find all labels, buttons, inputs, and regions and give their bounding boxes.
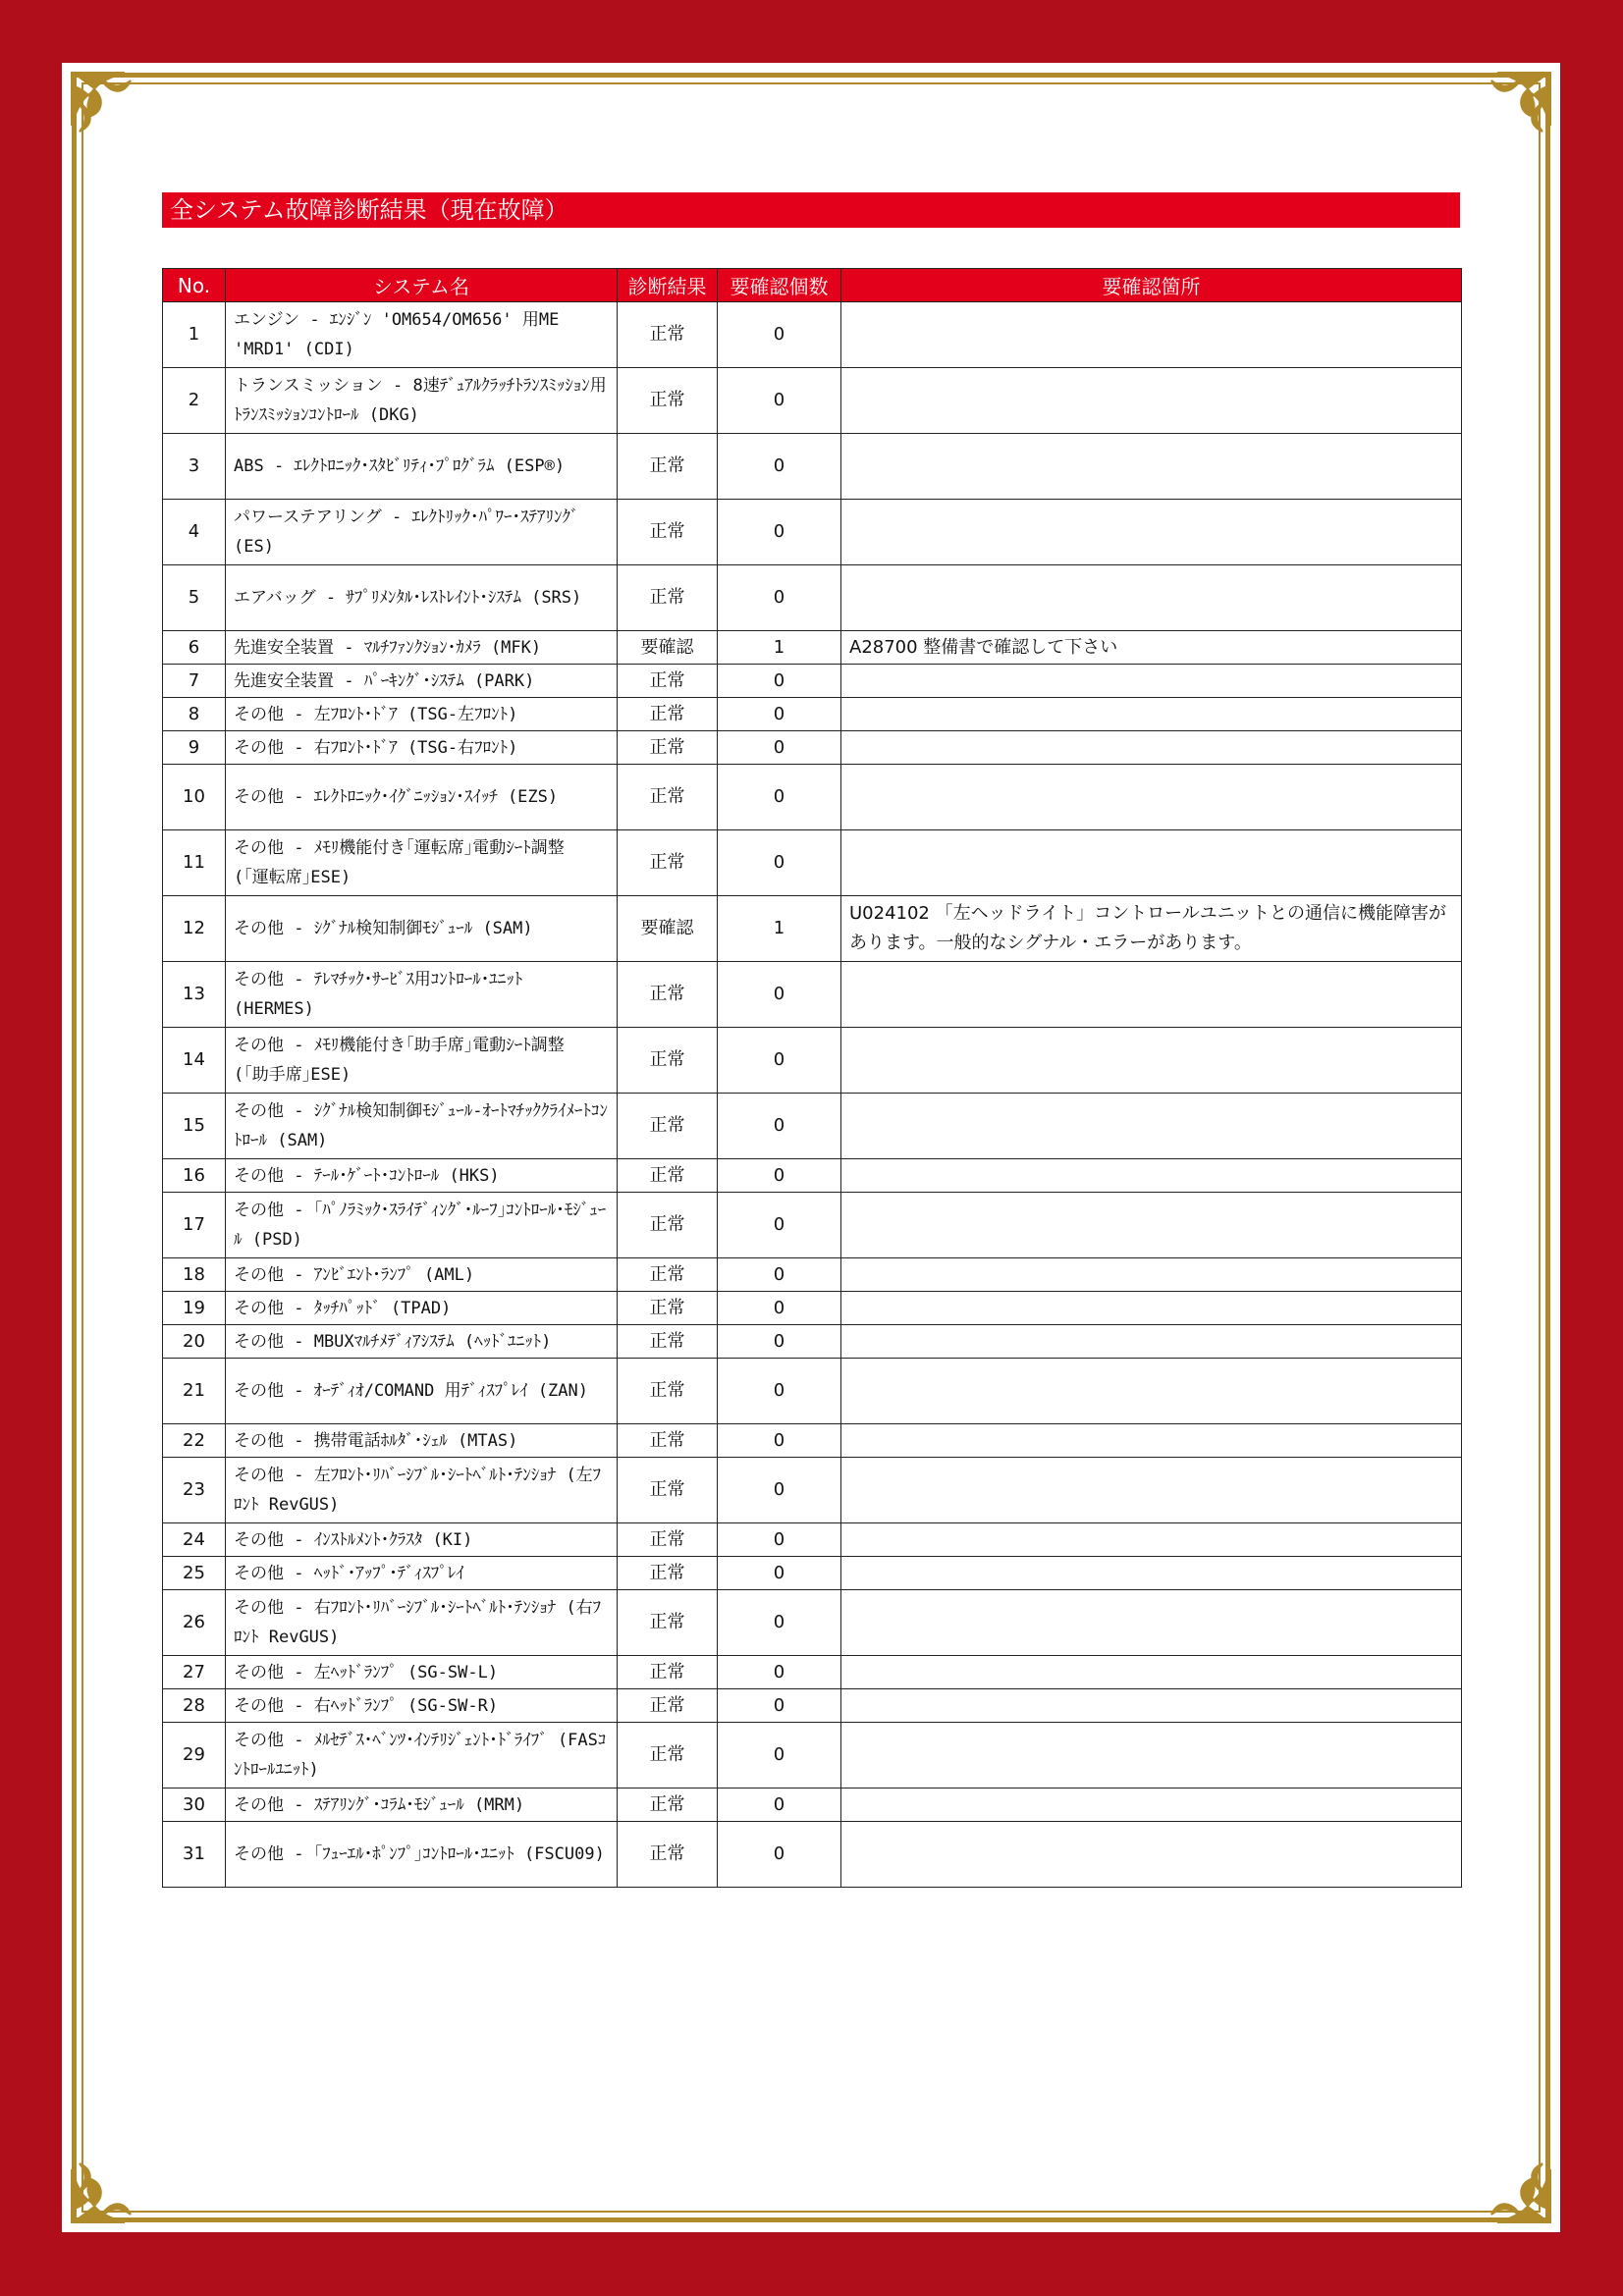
system-name: その他 - ｼｸﾞﾅﾙ検知制御ﾓｼﾞｭｰﾙ (SAM)	[226, 896, 618, 962]
check-count: 0	[718, 765, 841, 830]
row-number: 10	[163, 765, 226, 830]
row-number: 9	[163, 731, 226, 765]
system-name: その他 - ｲﾝｽﾄﾙﾒﾝﾄ･ｸﾗｽﾀ (KI)	[226, 1523, 618, 1557]
check-location	[841, 565, 1462, 631]
table-row	[163, 1159, 1462, 1193]
diagnosis-result: 正常	[618, 1028, 718, 1094]
diagnosis-result: 正常	[618, 1193, 718, 1258]
system-name: その他 - 右ﾌﾛﾝﾄ･ﾘﾊﾞｰｼﾌﾞﾙ･ｼｰﾄﾍﾞﾙﾄ･ﾃﾝｼｮﾅ (右ﾌﾛﾝﾄ RevGUS)	[226, 1590, 618, 1656]
table-row	[163, 434, 1462, 500]
column-header-system-name: システム名	[226, 269, 618, 302]
check-count: 0	[718, 1689, 841, 1723]
diagnosis-result: 正常	[618, 1292, 718, 1325]
system-name: パワーステアリング - ｴﾚｸﾄﾘｯｸ･ﾊﾟﾜｰ･ｽﾃｱﾘﾝｸﾞ (ES)	[226, 500, 618, 565]
system-name: エアバッグ - ｻﾌﾟﾘﾒﾝﾀﾙ･ﾚｽﾄﾚｲﾝﾄ･ｼｽﾃﾑ (SRS)	[226, 565, 618, 631]
table-row	[163, 1590, 1462, 1656]
check-location	[841, 1458, 1462, 1523]
row-number: 3	[163, 434, 226, 500]
row-number: 28	[163, 1689, 226, 1723]
table-row	[163, 698, 1462, 731]
diagnosis-result: 正常	[618, 434, 718, 500]
diagnosis-result: 正常	[618, 1689, 718, 1723]
table-row	[163, 665, 1462, 698]
check-count: 0	[718, 1822, 841, 1888]
check-count: 0	[718, 665, 841, 698]
check-count: 0	[718, 1656, 841, 1689]
check-location	[841, 500, 1462, 565]
row-number: 20	[163, 1325, 226, 1359]
diagnosis-result: 要確認	[618, 631, 718, 665]
system-name: その他 - 携帯電話ﾎﾙﾀﾞ･ｼｪﾙ (MTAS)	[226, 1424, 618, 1458]
diagnosis-result: 正常	[618, 302, 718, 368]
system-name: その他 - ﾒﾙｾﾃﾞｽ･ﾍﾞﾝﾂ･ｲﾝﾃﾘｼﾞｪﾝﾄ･ﾄﾞﾗｲﾌﾞ (FASｺﾝﾄﾛｰﾙﾕﾆｯﾄ)	[226, 1723, 618, 1789]
table-row	[163, 1557, 1462, 1590]
table-row	[163, 1292, 1462, 1325]
diagnosis-result: 正常	[618, 962, 718, 1028]
table-row	[163, 1325, 1462, 1359]
check-count: 0	[718, 731, 841, 765]
system-name: その他 - ｱﾝﾋﾞｴﾝﾄ･ﾗﾝﾌﾟ (AML)	[226, 1258, 618, 1292]
diagnosis-result: 正常	[618, 1424, 718, 1458]
table-row	[163, 1258, 1462, 1292]
table-row	[163, 1094, 1462, 1159]
row-number: 6	[163, 631, 226, 665]
check-count: 0	[718, 1325, 841, 1359]
diagnosis-result: 正常	[618, 1590, 718, 1656]
diagnosis-result: 正常	[618, 1159, 718, 1193]
row-number: 17	[163, 1193, 226, 1258]
corner-ornament-icon	[1466, 67, 1556, 157]
system-name: その他 - ｢ﾌｭｰｴﾙ･ﾎﾟﾝﾌﾟ｣ｺﾝﾄﾛｰﾙ･ﾕﾆｯﾄ (FSCU09)	[226, 1822, 618, 1888]
diagnosis-result: 正常	[618, 1258, 718, 1292]
row-number: 8	[163, 698, 226, 731]
diagnosis-table	[162, 268, 1462, 1888]
system-name: その他 - ﾀｯﾁﾊﾟｯﾄﾞ (TPAD)	[226, 1292, 618, 1325]
check-location	[841, 830, 1462, 896]
table-row	[163, 1193, 1462, 1258]
row-number: 7	[163, 665, 226, 698]
check-location	[841, 1292, 1462, 1325]
system-name: その他 - 左ﾌﾛﾝﾄ･ﾄﾞｱ (TSG-左ﾌﾛﾝﾄ)	[226, 698, 618, 731]
check-location	[841, 1523, 1462, 1557]
check-location	[841, 1159, 1462, 1193]
column-header-count: 要確認個数	[718, 269, 841, 302]
table-header-row	[163, 269, 1462, 302]
table-row	[163, 830, 1462, 896]
check-location	[841, 302, 1462, 368]
table-row	[163, 1458, 1462, 1523]
system-name: エンジン - ｴﾝｼﾞﾝ 'OM654/OM656' 用ME 'MRD1' (CDI)	[226, 302, 618, 368]
row-number: 16	[163, 1159, 226, 1193]
diagnosis-result: 正常	[618, 1789, 718, 1822]
check-location	[841, 1723, 1462, 1789]
row-number: 21	[163, 1359, 226, 1424]
check-count: 0	[718, 1159, 841, 1193]
diagnosis-result: 正常	[618, 1557, 718, 1590]
check-location	[841, 731, 1462, 765]
check-location: U024102 「左ヘッドライト」コントロールユニットとの通信に機能障害があります。一般的なシグナル・エラーがあります。	[841, 896, 1462, 962]
row-number: 1	[163, 302, 226, 368]
check-location	[841, 1590, 1462, 1656]
table-body	[163, 302, 1462, 1888]
row-number: 22	[163, 1424, 226, 1458]
check-location	[841, 1822, 1462, 1888]
system-name: その他 - 右ﾌﾛﾝﾄ･ﾄﾞｱ (TSG-右ﾌﾛﾝﾄ)	[226, 731, 618, 765]
table-row	[163, 962, 1462, 1028]
diagnosis-result: 正常	[618, 731, 718, 765]
check-count: 0	[718, 1458, 841, 1523]
check-count: 0	[718, 1292, 841, 1325]
system-name: その他 - 右ﾍｯﾄﾞﾗﾝﾌﾟ (SG-SW-R)	[226, 1689, 618, 1723]
diagnosis-result: 正常	[618, 1359, 718, 1424]
table-row	[163, 631, 1462, 665]
table-row	[163, 1723, 1462, 1789]
row-number: 26	[163, 1590, 226, 1656]
corner-ornament-icon	[66, 2138, 156, 2228]
check-location	[841, 1094, 1462, 1159]
check-location	[841, 698, 1462, 731]
check-location	[841, 665, 1462, 698]
check-location	[841, 434, 1462, 500]
row-number: 12	[163, 896, 226, 962]
check-location	[841, 1193, 1462, 1258]
column-header-no: No.	[163, 269, 226, 302]
table-row	[163, 1424, 1462, 1458]
check-count: 0	[718, 565, 841, 631]
corner-ornament-icon	[1466, 2138, 1556, 2228]
system-name: その他 - ﾒﾓﾘ機能付き｢助手席｣電動ｼｰﾄ調整 (｢助手席｣ESE)	[226, 1028, 618, 1094]
row-number: 13	[163, 962, 226, 1028]
diagnosis-result: 正常	[618, 698, 718, 731]
diagnosis-result: 正常	[618, 1325, 718, 1359]
table-row	[163, 302, 1462, 368]
check-count: 0	[718, 1789, 841, 1822]
check-count: 0	[718, 1590, 841, 1656]
table-row	[163, 896, 1462, 962]
row-number: 23	[163, 1458, 226, 1523]
check-count: 1	[718, 631, 841, 665]
row-number: 14	[163, 1028, 226, 1094]
check-location	[841, 765, 1462, 830]
diagnosis-result: 正常	[618, 830, 718, 896]
system-name: その他 - MBUXﾏﾙﾁﾒﾃﾞｨｱｼｽﾃﾑ (ﾍｯﾄﾞﾕﾆｯﾄ)	[226, 1325, 618, 1359]
table-row	[163, 500, 1462, 565]
check-location	[841, 1359, 1462, 1424]
check-location	[841, 1325, 1462, 1359]
check-location	[841, 1028, 1462, 1094]
system-name: その他 - ｼｸﾞﾅﾙ検知制御ﾓｼﾞｭｰﾙ-ｵｰﾄﾏﾁｯｸｸﾗｲﾒｰﾄｺﾝﾄﾛｰﾙ (SAM)	[226, 1094, 618, 1159]
row-number: 15	[163, 1094, 226, 1159]
row-number: 18	[163, 1258, 226, 1292]
check-count: 0	[718, 698, 841, 731]
system-name: その他 - ｢ﾊﾟﾉﾗﾐｯｸ･ｽﾗｲﾃﾞｨﾝｸﾞ･ﾙｰﾌ｣ｺﾝﾄﾛｰﾙ･ﾓｼﾞｭｰﾙ (PSD)	[226, 1193, 618, 1258]
table-row	[163, 565, 1462, 631]
check-location	[841, 1789, 1462, 1822]
system-name: その他 - ﾒﾓﾘ機能付き｢運転席｣電動ｼｰﾄ調整 (｢運転席｣ESE)	[226, 830, 618, 896]
check-location	[841, 1424, 1462, 1458]
diagnosis-result: 正常	[618, 765, 718, 830]
row-number: 11	[163, 830, 226, 896]
check-location	[841, 1656, 1462, 1689]
diagnosis-result: 要確認	[618, 896, 718, 962]
corner-ornament-icon	[66, 67, 156, 157]
check-count: 0	[718, 500, 841, 565]
check-count: 0	[718, 1028, 841, 1094]
check-count: 0	[718, 368, 841, 434]
check-location	[841, 962, 1462, 1028]
page-title: 全システム故障診断結果（現在故障）	[162, 192, 1460, 228]
check-count: 0	[718, 1094, 841, 1159]
row-number: 31	[163, 1822, 226, 1888]
row-number: 27	[163, 1656, 226, 1689]
check-count: 0	[718, 962, 841, 1028]
table-row	[163, 1689, 1462, 1723]
system-name: その他 - 左ﾍｯﾄﾞﾗﾝﾌﾟ (SG-SW-L)	[226, 1656, 618, 1689]
check-location	[841, 1258, 1462, 1292]
system-name: その他 - ｽﾃｱﾘﾝｸﾞ･ｺﾗﾑ･ﾓｼﾞｭｰﾙ (MRM)	[226, 1789, 618, 1822]
check-location	[841, 1689, 1462, 1723]
column-header-location: 要確認箇所	[841, 269, 1462, 302]
system-name: その他 - ﾃﾚﾏﾁｯｸ･ｻｰﾋﾞｽ用ｺﾝﾄﾛｰﾙ･ﾕﾆｯﾄ (HERMES)	[226, 962, 618, 1028]
row-number: 5	[163, 565, 226, 631]
diagnosis-result: 正常	[618, 565, 718, 631]
row-number: 2	[163, 368, 226, 434]
system-name: その他 - ﾍｯﾄﾞ･ｱｯﾌﾟ･ﾃﾞｨｽﾌﾟﾚｲ	[226, 1557, 618, 1590]
table-row	[163, 731, 1462, 765]
check-count: 1	[718, 896, 841, 962]
check-count: 0	[718, 1424, 841, 1458]
table-row	[163, 1789, 1462, 1822]
check-count: 0	[718, 1359, 841, 1424]
table-row	[163, 1656, 1462, 1689]
diagnosis-result: 正常	[618, 1656, 718, 1689]
diagnosis-result: 正常	[618, 1523, 718, 1557]
check-count: 0	[718, 1723, 841, 1789]
check-count: 0	[718, 1523, 841, 1557]
table-row	[163, 1359, 1462, 1424]
diagnosis-result: 正常	[618, 665, 718, 698]
diagnosis-result: 正常	[618, 1094, 718, 1159]
check-count: 0	[718, 1193, 841, 1258]
system-name: 先進安全装置 - ﾏﾙﾁﾌｧﾝｸｼｮﾝ･ｶﾒﾗ (MFK)	[226, 631, 618, 665]
row-number: 29	[163, 1723, 226, 1789]
row-number: 19	[163, 1292, 226, 1325]
check-location	[841, 1557, 1462, 1590]
diagnosis-result: 正常	[618, 500, 718, 565]
check-count: 0	[718, 830, 841, 896]
table-row	[163, 368, 1462, 434]
system-name: その他 - ｵｰﾃﾞｨｵ/COMAND 用ﾃﾞｨｽﾌﾟﾚｲ (ZAN)	[226, 1359, 618, 1424]
table-row	[163, 1028, 1462, 1094]
check-location: A28700 整備書で確認して下さい	[841, 631, 1462, 665]
row-number: 24	[163, 1523, 226, 1557]
row-number: 30	[163, 1789, 226, 1822]
row-number: 4	[163, 500, 226, 565]
check-count: 0	[718, 434, 841, 500]
row-number: 25	[163, 1557, 226, 1590]
diagnosis-result: 正常	[618, 1723, 718, 1789]
check-location	[841, 368, 1462, 434]
check-count: 0	[718, 302, 841, 368]
system-name: その他 - ﾃｰﾙ･ｹﾞｰﾄ･ｺﾝﾄﾛｰﾙ (HKS)	[226, 1159, 618, 1193]
column-header-result: 診断結果	[618, 269, 718, 302]
system-name: その他 - 左ﾌﾛﾝﾄ･ﾘﾊﾞｰｼﾌﾞﾙ･ｼｰﾄﾍﾞﾙﾄ･ﾃﾝｼｮﾅ (左ﾌﾛﾝﾄ RevGUS)	[226, 1458, 618, 1523]
system-name: トランスミッション - 8速ﾃﾞｭｱﾙｸﾗｯﾁﾄﾗﾝｽﾐｯｼｮﾝ用ﾄﾗﾝｽﾐｯｼｮﾝｺﾝﾄﾛｰﾙ (DKG)	[226, 368, 618, 434]
table-row	[163, 1523, 1462, 1557]
system-name: ABS - ｴﾚｸﾄﾛﾆｯｸ･ｽﾀﾋﾞﾘﾃｨ･ﾌﾟﾛｸﾞﾗﾑ (ESP®)	[226, 434, 618, 500]
check-count: 0	[718, 1258, 841, 1292]
table-row	[163, 765, 1462, 830]
system-name: その他 - ｴﾚｸﾄﾛﾆｯｸ･ｲｸﾞﾆｯｼｮﾝ･ｽｲｯﾁ (EZS)	[226, 765, 618, 830]
diagnosis-result: 正常	[618, 1458, 718, 1523]
system-name: 先進安全装置 - ﾊﾟｰｷﾝｸﾞ･ｼｽﾃﾑ (PARK)	[226, 665, 618, 698]
check-count: 0	[718, 1557, 841, 1590]
diagnosis-result: 正常	[618, 1822, 718, 1888]
table-row	[163, 1822, 1462, 1888]
diagnosis-result: 正常	[618, 368, 718, 434]
